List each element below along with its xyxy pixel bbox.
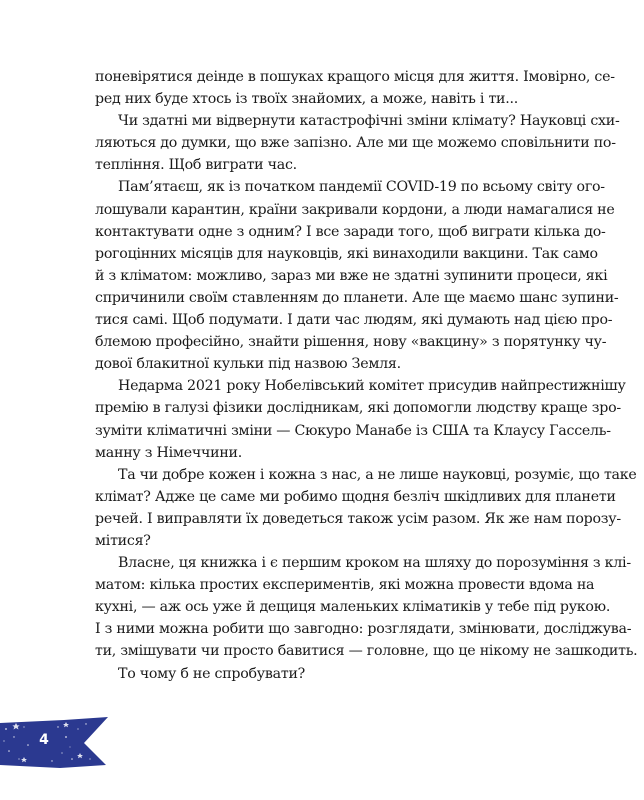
text-line: манну з Німеччини. (95, 444, 242, 461)
text-line: То чому б не спробувати? (118, 665, 306, 682)
text-line: Пам’ятаєш, як із початком пандемії COVID-19 по всьому світу ого- (118, 179, 605, 196)
text-line: й з кліматом: можливо, зараз ми вже не здатні зупинити процеси, які (95, 267, 608, 284)
text-line: І з ними можна робити що завгодно: розглядати, змінювати, досліджува- (95, 621, 632, 638)
body-text (95, 66, 638, 685)
page-number-ribbon (0, 715, 110, 771)
paragraph-6 (95, 552, 638, 662)
text-line: премію в галузі фізики дослідникам, які допомогли людству краще зро- (95, 400, 621, 417)
text-line: речей. І виправляти їх доведеться також усім разом. Як же нам порозу- (95, 510, 621, 527)
paragraph-5 (95, 464, 637, 552)
text-line: ляються до думки, що вже запізно. Але ми ще можемо сповільнити по- (95, 135, 616, 152)
text-line: лошували карантин, країни закривали кордони, а люди намагалися не (95, 201, 615, 218)
text-line: спричинили своїм ставленням до планети. Але ще маємо шанс зупини- (95, 289, 619, 306)
text-line: ти, змішувати чи просто бавитися — головне, що це нікому не зашкодить. (95, 643, 638, 660)
text-line: кухні, — аж ось уже й дещиця маленьких кліматиків у тебе під рукою. (95, 599, 611, 616)
text-line: поневірятися деінде в пошуках кращого місця для життя. Імовірно, се- (95, 69, 615, 85)
text-line: зуміти кліматичні зміни — Сюкуро Манабе із США та Клаусу Гассель- (95, 422, 611, 439)
paragraph-3 (95, 176, 619, 375)
text-line: тепління. Щоб виграти час. (95, 157, 297, 174)
text-line: дової блакитної кульки під назвою Земля. (95, 356, 401, 373)
text-line: матом: кілька простих експериментів, які можна провести вдома на (95, 577, 595, 594)
text-line: ред них буде хтось із твоїх знайомих, а може, навіть і ти... (95, 91, 519, 108)
page-number: 4 (39, 732, 49, 748)
paragraph-4 (95, 375, 626, 463)
text-line: Та чи добре кожен і кожна з нас, а не лише науковці, розуміє, що таке (118, 466, 637, 483)
paragraph-7 (95, 663, 580, 685)
text-line: рогоцінних місяців для науковців, які винаходили вакцини. Так само (95, 245, 598, 262)
text-line: контактувати одне з одним? І все заради того, щоб виграти кілька до- (95, 223, 606, 240)
text-line: блемою професійно, знайти рішення, нову «вакцину» з порятунку чу- (95, 334, 607, 351)
paragraph-2 (95, 110, 620, 176)
paragraph-1 (95, 66, 615, 110)
text-line: мітися? (95, 532, 151, 549)
text-line: тися самі. Щоб подумати. І дати час людям, які думають над цією про- (95, 312, 613, 329)
text-line: клімат? Адже це саме ми робимо щодня безліч шкідливих для планети (95, 488, 616, 505)
text-line: Чи здатні ми відвернути катастрофічні зміни клімату? Науковці схи- (118, 113, 620, 130)
text-line: Власне, ця книжка і є першим кроком на шляху до порозуміння з клі- (118, 555, 631, 572)
text-line: Недарма 2021 року Нобелівський комітет присудив найпрестижнішу (118, 378, 626, 395)
